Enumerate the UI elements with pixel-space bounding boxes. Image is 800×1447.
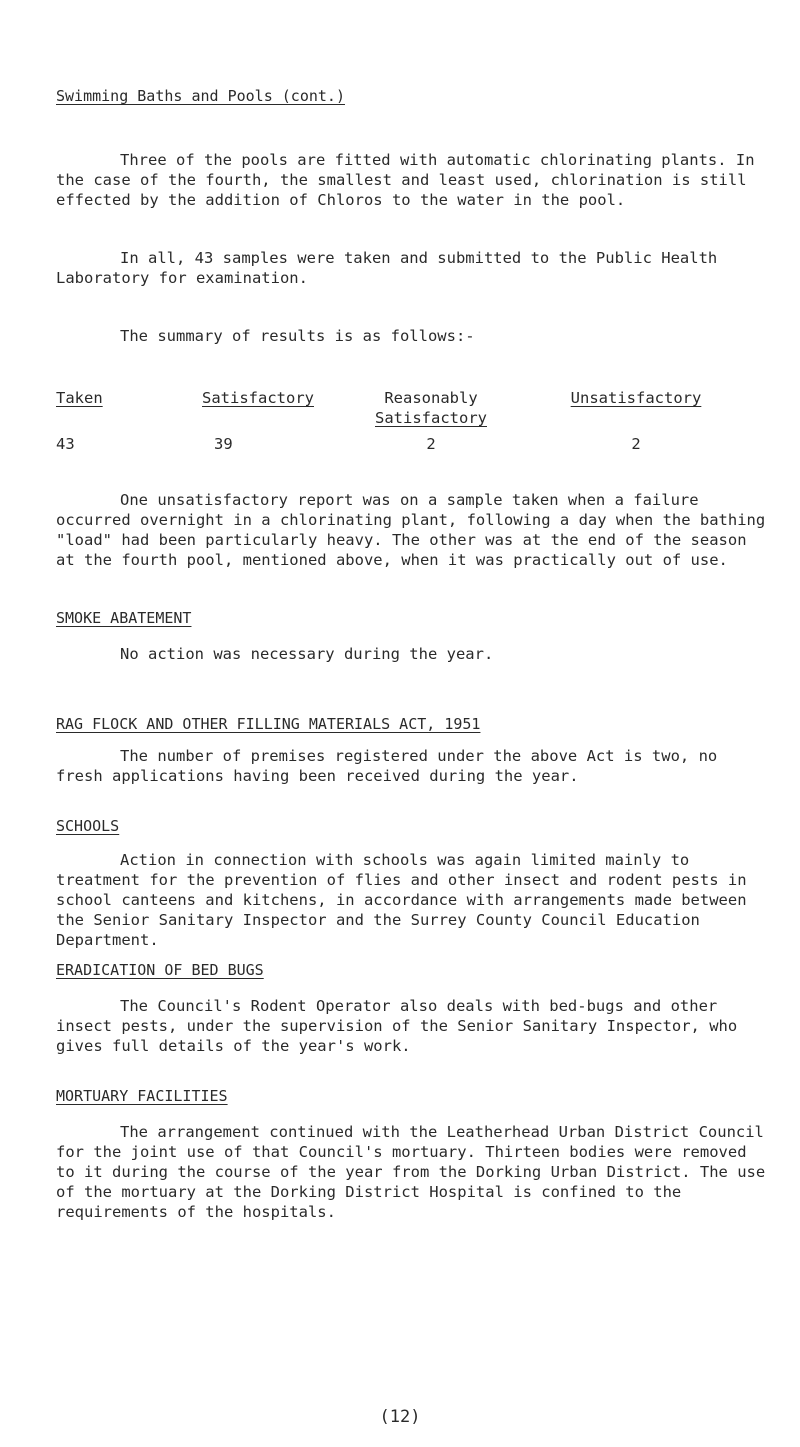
smoke-heading: SMOKE ABATEMENT [56, 609, 192, 627]
col-reasonably [356, 388, 506, 454]
bedbugs-para: The Council's Rodent Operator also deals with bed-bugs and other insect pests, under the supervision of the Senior Sanitary Inspector, who gives full details of the year's work. [56, 997, 738, 1055]
schools-heading: SCHOOLS [56, 817, 120, 835]
col-unsatisfactory [556, 388, 716, 454]
schools-para: Action in connection with schools was again limited mainly to treatment for the prevention of flies and other insect and rodent pests in school canteens and kitchens, in accordance with arrangements made between the Senior Sanitary Inspector and the Surrey County Council Education Department. [56, 851, 747, 949]
page-number: (12) [379, 1407, 421, 1427]
results-summary-table [56, 388, 756, 468]
bedbugs-heading: ERADICATION OF BED BUGS [56, 961, 264, 979]
swimming-para-3: The summary of results is as follows:- [120, 327, 475, 345]
smoke-para: No action was necessary during the year. [120, 645, 494, 663]
taken-label: Taken [56, 389, 103, 407]
reasonably-label-2: Satisfactory [375, 409, 487, 427]
mortuary-para: The arrangement continued with the Leatherhead Urban District Council for the joint use of that Council's mortuary. Thirteen bodies were removed to it during the course of the year from the Dorking Urban District. The use of the mortuary at the Dorking District Hospital is confined to the requirements of the hospitals. [56, 1123, 766, 1221]
mortuary-heading: MORTUARY FACILITIES [56, 1087, 228, 1105]
satisfactory-label: Satisfactory [202, 389, 314, 407]
swimming-para-4: One unsatisfactory report was on a sample taken when a failure occurred overnight in a chlorinating plant, following a day when the bathing "load" had been particularly heavy. The other was at the end of the season at the fourth pool, mentioned above, when it was practically out of use. [56, 491, 766, 569]
col-taken [56, 388, 126, 454]
swimming-para-1: Three of the pools are fitted with automatic chlorinating plants. In the case of the fourth, the smallest and least used, chlorination is still effected by the addition of Chloros to the water in the pool. [56, 151, 755, 209]
reasonably-value: 2 [426, 435, 436, 453]
rag-para: The number of premises registered under the above Act is two, no fresh applications having been received during the year. [56, 747, 718, 785]
satisfactory-value: 39 [214, 435, 233, 453]
taken-value: 43 [56, 435, 75, 453]
swimming-heading: Swimming Baths and Pools (cont.) [56, 87, 345, 105]
unsatisfactory-label: Unsatisfactory [570, 389, 702, 407]
rag-heading: RAG FLOCK AND OTHER FILLING MATERIALS ACT, 1951 [56, 715, 481, 733]
reasonably-label-1: Reasonably [384, 389, 478, 407]
unsatisfactory-value: 2 [631, 435, 641, 453]
col-satisfactory [188, 388, 328, 454]
swimming-para-2: In all, 43 samples were taken and submitted to the Public Health Laboratory for examination. [56, 249, 718, 287]
